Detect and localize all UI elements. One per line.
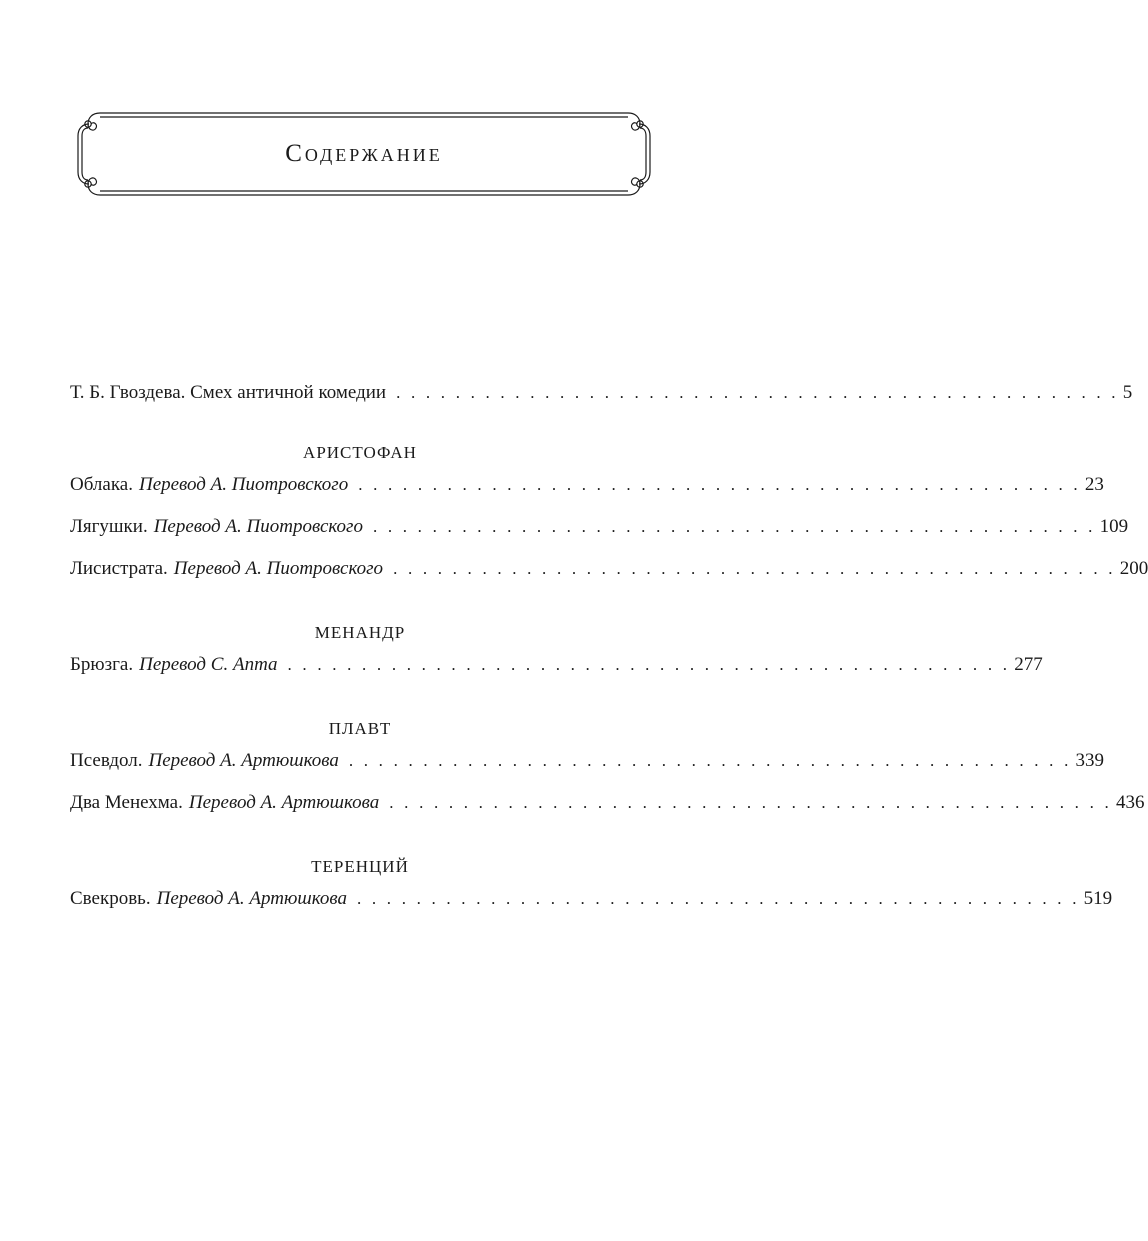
entry-title: Облака.: [70, 474, 133, 495]
dot-leader: . . . . . . . . . . . . . . . . . . . . . . . . . . . . . . . . . . . . . . . . . . . . . . . . .: [358, 475, 1081, 494]
toc-entry[interactable]: [70, 746, 1105, 788]
page-number: 436: [1115, 792, 1145, 813]
page-title: Содержание: [285, 140, 443, 167]
dot-leader: . . . . . . . . . . . . . . . . . . . . . . . . . . . . . . . . . . . . . . . . . . . . . . . . .: [357, 889, 1080, 908]
section-heading-aristophanes: АРИСТОФАН: [303, 443, 417, 462]
page-number: 277: [1014, 654, 1043, 675]
entry-title: Свекровь.: [70, 888, 151, 909]
dot-leader: . . . . . . . . . . . . . . . . . . . . . . . . . . . . . . . . . . . . . . . . . . . . . . . . .: [393, 559, 1116, 578]
page-number: 109: [1099, 516, 1129, 537]
page-number: 200: [1119, 558, 1148, 579]
entry-title: Псевдол.: [70, 750, 143, 771]
dot-leader: . . . . . . . . . . . . . . . . . . . . . . . . . . . . . . . . . . . . . . . . . . . . . . . . .: [348, 751, 1072, 770]
dot-leader: . . . . . . . . . . . . . . . . . . . . . . . . . . . . . . . . . . . . . . . . . . . . . . . . .: [396, 383, 1119, 402]
entry-translator: Перевод А. Пиотровского: [138, 474, 349, 495]
entry-translator: Перевод А. Артюшкова: [148, 750, 339, 771]
dot-leader: . . . . . . . . . . . . . . . . . . . . . . . . . . . . . . . . . . . . . . . . . . . . . . . . .: [287, 655, 1011, 674]
toc-entry[interactable]: [70, 788, 1145, 830]
dot-leader: . . . . . . . . . . . . . . . . . . . . . . . . . . . . . . . . . . . . . . . . . . . . . . . . .: [372, 517, 1096, 536]
table-of-contents: [70, 378, 1148, 926]
entry-translator: Перевод С. Апта: [139, 654, 278, 675]
section-heading-menander: МЕНАНДР: [314, 623, 406, 642]
page-number: 23: [1084, 474, 1104, 495]
entry-title: Брюзга.: [70, 654, 134, 675]
toc-entry[interactable]: [70, 554, 1148, 596]
toc-entry[interactable]: [70, 512, 1129, 554]
section-heading-terence: ТЕРЕНЦИЙ: [311, 857, 409, 876]
dot-leader: . . . . . . . . . . . . . . . . . . . . . . . . . . . . . . . . . . . . . . . . . . . . . . . . .: [389, 793, 1112, 812]
page-number: 5: [1122, 382, 1133, 403]
entry-title: Лисистрата.: [70, 558, 168, 579]
entry-translator: Перевод А. Пиотровского: [153, 516, 363, 537]
entry-translator: Перевод А. Артюшкова: [188, 792, 380, 813]
heading-frame: [74, 108, 654, 200]
page-number: 339: [1075, 750, 1105, 771]
toc-entry[interactable]: [70, 884, 1113, 926]
page-number: 519: [1083, 888, 1113, 909]
entry-title: Два Менехма.: [70, 792, 183, 813]
section-heading-plautus: ПЛАВТ: [328, 719, 392, 738]
toc-entry[interactable]: [70, 650, 1043, 692]
entry-translator: Перевод А. Артюшкова: [156, 888, 347, 909]
entry-title: Т. Б. Гвоздева. Смех античной комедии: [70, 382, 387, 403]
entry-title: Лягушки.: [70, 516, 148, 537]
entry-translator: Перевод А. Пиотровского: [173, 558, 384, 579]
toc-entry[interactable]: [70, 470, 1104, 512]
toc-entry-intro[interactable]: [70, 378, 1133, 420]
